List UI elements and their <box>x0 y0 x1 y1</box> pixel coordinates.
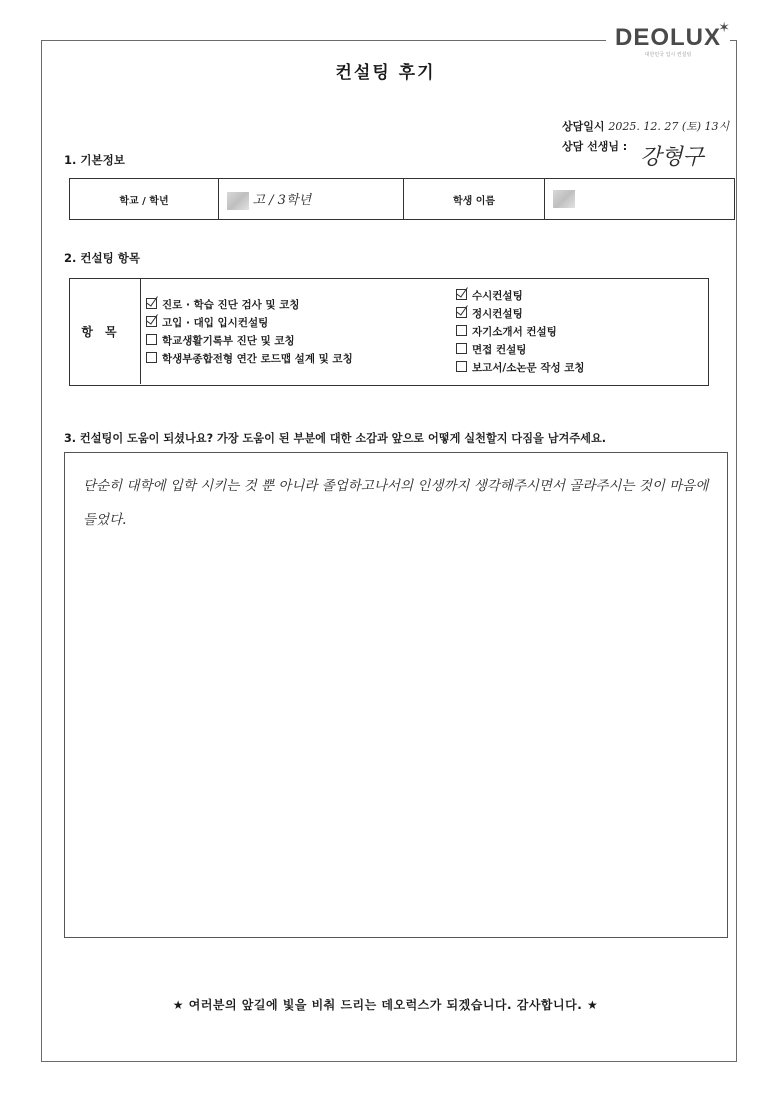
consulting-item-label: 자기소개서 컨설팅 <box>472 326 557 338</box>
items-left-column <box>146 296 353 368</box>
consulting-item-label: 정시컨설팅 <box>472 308 523 320</box>
basic-info-table <box>69 178 735 220</box>
footer-message: ★ 여러분의 앞길에 빛을 비춰 드리는 데오럭스가 되겠습니다. 감사합니다. ★ <box>172 998 599 1012</box>
checkbox[interactable] <box>456 361 467 372</box>
redacted-block <box>553 190 575 208</box>
answer-line: 들었다. <box>83 512 127 528</box>
checked-checkbox[interactable] <box>146 316 157 327</box>
consult-teacher <box>562 138 627 154</box>
teacher-signature: 강형구 <box>640 145 704 170</box>
consulting-items-box <box>69 278 709 386</box>
consulting-item-right-4 <box>456 359 585 377</box>
sparkle-icon: ✶ <box>718 20 730 36</box>
answer-line: 단순히 대학에 입학 시키는 것 뿐 아니라 졸업하고나서의 인생까지 생각해주시면서 골라주시는 것이 마음에 <box>83 478 709 494</box>
consulting-item-right-1 <box>456 305 585 323</box>
checked-checkbox[interactable] <box>456 307 467 318</box>
date-label: 상담일시 <box>562 120 605 133</box>
consulting-item-right-0 <box>456 287 585 305</box>
redacted-block <box>227 192 249 210</box>
school-label: 학교 / 학년 <box>70 179 219 220</box>
section-basic-info-heading: 1. 기본정보 <box>64 153 125 167</box>
section-items-heading: 2. 컨설팅 항목 <box>64 251 140 265</box>
consulting-item-left-3 <box>146 350 353 368</box>
checkbox[interactable] <box>146 352 157 363</box>
school-value <box>219 179 404 220</box>
checked-checkbox[interactable] <box>456 289 467 300</box>
consulting-item-right-3 <box>456 341 585 359</box>
teacher-label: 상담 선생님 : <box>562 140 628 153</box>
logo-text: DEOLUX <box>614 24 721 51</box>
consulting-item-label: 학교생활기록부 진단 및 코칭 <box>162 335 295 347</box>
consulting-item-left-2 <box>146 332 353 350</box>
checkbox[interactable] <box>456 343 467 354</box>
items-right-column <box>456 287 585 377</box>
consulting-item-label: 보고서/소논문 작성 코칭 <box>472 362 585 374</box>
consulting-item-label: 수시컨설팅 <box>472 290 523 302</box>
consulting-item-label: 면접 컨설팅 <box>472 344 527 356</box>
consulting-item-right-2 <box>456 323 585 341</box>
student-name-label: 학생 이름 <box>404 179 545 220</box>
logo-tagline: 대한민국 입시 컨설팅 <box>644 52 692 58</box>
feedback-answer-box <box>64 452 728 938</box>
consult-date <box>562 118 729 134</box>
school-grade-text: 고 / 3학년 <box>252 192 312 208</box>
consulting-item-label: 진로 · 학습 진단 검사 및 코칭 <box>162 299 300 311</box>
page-title: 컨설팅 후기 <box>335 63 436 83</box>
checkbox[interactable] <box>146 334 157 345</box>
consulting-item-left-1 <box>146 314 353 332</box>
items-label: 항목 <box>70 279 141 384</box>
consulting-item-label: 고입 · 대입 입시컨설팅 <box>162 317 269 329</box>
feedback-answer <box>83 469 713 537</box>
consulting-item-left-0 <box>146 296 353 314</box>
consulting-item-label: 학생부종합전형 연간 로드맵 설계 및 코칭 <box>162 353 353 365</box>
checked-checkbox[interactable] <box>146 298 157 309</box>
date-value: 2025. 12. 27 (토) 13시 <box>608 120 730 133</box>
student-name-value <box>545 179 735 220</box>
checkbox[interactable] <box>456 325 467 336</box>
feedback-question: 3. 컨설팅이 도움이 되셨나요? 가장 도움이 된 부분에 대한 소감과 앞으로 어떻게 실천할지 다짐을 남겨주세요. <box>64 432 607 445</box>
